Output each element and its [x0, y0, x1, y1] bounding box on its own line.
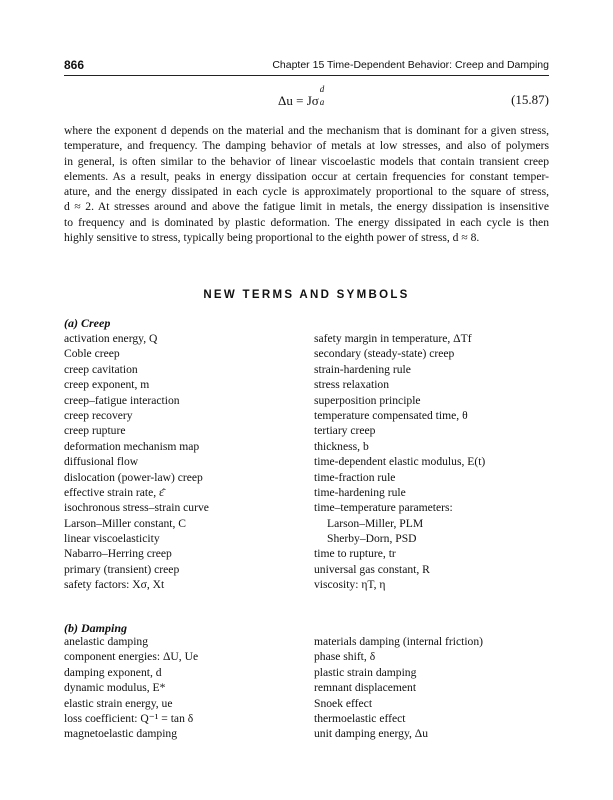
term: materials damping (internal friction) — [314, 635, 484, 648]
equation-15-87 — [64, 84, 549, 109]
term: Larson–Miller, PLM — [327, 516, 424, 530]
term: temperature compensated time, θ — [314, 408, 468, 422]
paragraph-line: elements. As a result, peaks in energy dissipation occur at certain frequencies for constant temper- — [64, 169, 549, 183]
damping-terms-left — [64, 634, 198, 742]
term: creep–fatigue interaction — [64, 393, 180, 407]
term: anelastic damping — [64, 635, 149, 648]
term: linear viscoelasticity — [64, 532, 160, 546]
paragraph-line: to frequency and is dominated by plastic deformation. The energy dissipated in each cycle is then — [64, 215, 549, 229]
term: Nabarro–Herring creep — [64, 547, 172, 561]
term: dynamic modulus, E* — [64, 681, 166, 695]
damping-heading: (b) Damping — [64, 621, 127, 635]
term: loss coefficient: Q⁻¹ = tan δ — [64, 711, 194, 725]
creep-heading: (a) Creep — [64, 316, 111, 330]
term: universal gas constant, R — [314, 562, 430, 576]
term: creep rupture — [64, 424, 126, 438]
term: elastic strain energy, ue — [64, 696, 173, 710]
term: activation energy, Q — [64, 332, 158, 345]
body-paragraph — [64, 123, 549, 245]
term: time-hardening rule — [314, 485, 406, 499]
term: stress relaxation — [314, 378, 390, 392]
paragraph-line: in general, is often similar to the behavior of linear viscoelastic models that contain transient creep — [64, 154, 549, 168]
equation-expression — [278, 84, 327, 109]
term: creep exponent, m — [64, 378, 150, 392]
term: time-fraction rule — [314, 470, 396, 484]
paragraph-line: where the exponent d depends on the material and the mechanism that is dominant for a given stress, — [64, 124, 549, 137]
paragraph-line: temperature, and frequency. The damping behavior of metals at low stresses, and also of polymers — [64, 139, 549, 153]
term: diffusional flow — [64, 455, 139, 469]
term: superposition principle — [314, 393, 421, 407]
term: time to rupture, tr — [314, 547, 396, 561]
term: Sherby–Dorn, PSD — [327, 532, 417, 546]
term: time-dependent elastic modulus, E(t) — [314, 455, 486, 469]
term: dislocation (power-law) creep — [64, 470, 203, 484]
term: plastic strain damping — [314, 665, 417, 679]
term: secondary (steady-state) creep — [314, 347, 455, 361]
term: component energies: ΔU, Ue — [64, 650, 199, 664]
damping-terms-right — [314, 634, 483, 742]
term: magnetoelastic damping — [64, 727, 178, 741]
paragraph-line: d ≈ 2. At stresses around and above the fatigue limit in metals, the energy dissipation is insensitive — [64, 200, 549, 214]
term: primary (transient) creep — [64, 562, 180, 576]
equation-subscript: a — [319, 97, 325, 107]
section-title: NEW TERMS AND SYMBOLS — [203, 289, 410, 301]
term: remnant displacement — [314, 681, 417, 695]
term: strain-hardening rule — [314, 362, 411, 376]
term: safety margin in temperature, ΔTf — [314, 332, 472, 345]
creep-terms-left — [64, 331, 209, 593]
term: phase shift, δ — [314, 650, 376, 664]
term: tertiary creep — [314, 424, 376, 438]
sigma-scripts — [319, 84, 327, 107]
term: viscosity: ηT, η — [314, 578, 386, 592]
term: time–temperature parameters: — [314, 501, 453, 515]
term: unit damping energy, Δu — [314, 727, 429, 741]
term: effective strain rate, ε̄̇ — [64, 485, 164, 499]
equation-superscript: d — [319, 84, 325, 94]
paragraph-line: highly sensitive to stress, typically being proportional to the eighth power of stress, d ≈ 8. — [64, 231, 480, 245]
header-rule — [64, 75, 549, 76]
term: Coble creep — [64, 347, 120, 361]
creep-terms-right — [314, 331, 485, 593]
term: damping exponent, d — [64, 665, 162, 679]
paragraph-line: ature, and the energy dissipated in each cycle is approximately proportional to the square of stress, — [64, 185, 549, 199]
running-head: Chapter 15 Time-Dependent Behavior: Creep and Damping — [272, 59, 549, 71]
term: creep cavitation — [64, 362, 138, 376]
term: safety factors: Xσ, Xt — [64, 578, 165, 592]
term: thickness, b — [314, 439, 369, 453]
page-number: 866 — [64, 58, 85, 72]
equation-number: (15.87) — [511, 92, 549, 107]
term: deformation mechanism map — [64, 439, 200, 453]
term: creep recovery — [64, 408, 133, 422]
page-header — [64, 58, 549, 74]
term: Snoek effect — [314, 696, 373, 710]
term: thermoelastic effect — [314, 711, 406, 725]
term: isochronous stress–strain curve — [64, 501, 209, 515]
term: Larson–Miller constant, C — [64, 516, 187, 530]
equation-lhs: Δu = Jσ — [278, 93, 319, 108]
